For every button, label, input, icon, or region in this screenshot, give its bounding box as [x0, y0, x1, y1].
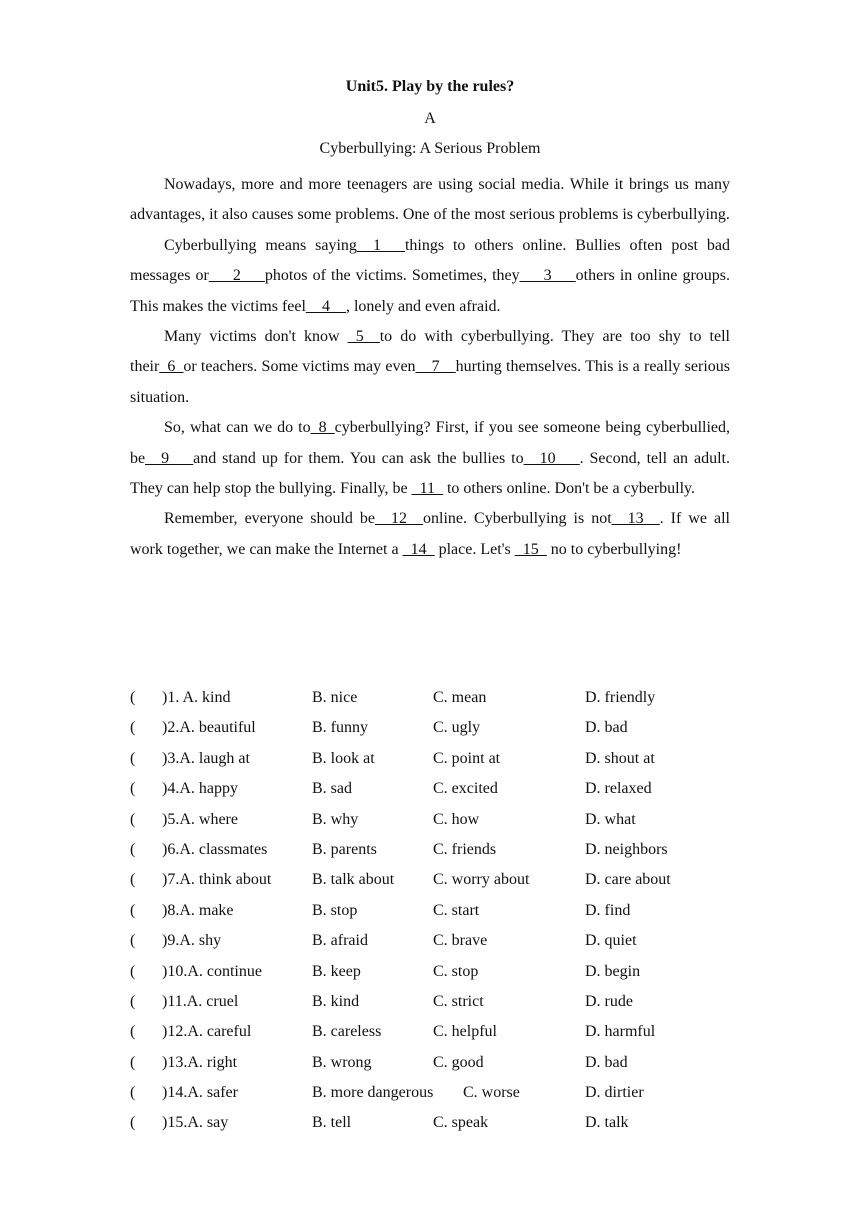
question-number — [162, 1082, 238, 1104]
option-d: D. rude — [585, 992, 633, 1010]
answer-blank-open-paren: ( — [130, 1053, 136, 1071]
option-d: D. shout at — [585, 749, 655, 767]
question-number-label: )6. — [162, 840, 180, 858]
question-row — [130, 748, 730, 778]
passage — [130, 170, 730, 565]
option-b: B. stop — [312, 901, 358, 919]
option-d: D. quiet — [585, 932, 637, 950]
option-c: C. brave — [433, 932, 488, 950]
option-c: C. good — [433, 1053, 484, 1071]
text-run: online. Cyberbullying is not — [423, 510, 612, 528]
question-number-label: )4. — [162, 780, 180, 798]
blank-13: __13__ — [611, 510, 660, 528]
question-number-label: )15. — [162, 1114, 188, 1132]
option-d: D. friendly — [585, 689, 656, 706]
question-row — [130, 991, 730, 1021]
question-row — [130, 809, 730, 839]
question-number — [162, 687, 230, 709]
answer-blank-open-paren: ( — [130, 871, 136, 889]
option-d: D. begin — [585, 962, 641, 980]
answer-blank-open-paren: ( — [130, 780, 136, 798]
question-row — [130, 900, 730, 930]
answer-blank-open-paren: ( — [130, 932, 136, 950]
answer-blank-open-paren: ( — [130, 810, 136, 828]
option-d: D. find — [585, 901, 631, 919]
question-row — [130, 778, 730, 808]
option-b: B. afraid — [312, 932, 368, 950]
paragraph-4 — [130, 413, 730, 504]
question-number — [162, 839, 267, 861]
paragraph-3 — [130, 322, 730, 413]
question-list — [130, 687, 730, 1143]
blank-4: __4__ — [305, 297, 346, 315]
option-a: A. cruel — [186, 992, 239, 1010]
text-run: . Second, tell an adult. They can help stop the bullying. Finally, be — [130, 449, 730, 498]
text-run: . If we all work together, we can make the Internet a — [130, 510, 731, 558]
text-run: others in online groups. This makes the victims feel — [130, 267, 731, 315]
option-a: A. safer — [187, 1084, 238, 1102]
option-b: B. wrong — [312, 1053, 372, 1071]
answer-blank-open-paren: ( — [130, 749, 136, 767]
question-number — [162, 778, 238, 800]
answer-blank-open-paren: ( — [130, 1023, 136, 1041]
text-run: place. Let's — [434, 540, 515, 558]
question-number — [162, 1112, 228, 1134]
answer-blank-open-paren: ( — [130, 689, 136, 706]
option-b: B. look at — [312, 749, 375, 767]
question-number — [162, 930, 221, 952]
text-run: Remember, everyone should be — [164, 510, 376, 528]
option-a: A. where — [179, 810, 238, 828]
option-b: B. sad — [312, 780, 352, 798]
text-run: hurting themselves. This is a really serious situation. — [130, 358, 730, 406]
question-number — [162, 809, 238, 831]
question-row — [130, 961, 730, 991]
question-number-label: )1. — [162, 689, 180, 706]
blank-8: _8_ — [310, 419, 335, 437]
question-number — [162, 1021, 251, 1043]
question-row — [130, 869, 730, 899]
option-b: B. funny — [312, 719, 368, 737]
text-run: Cyberbullying means saying — [164, 236, 357, 254]
option-b: B. careless — [312, 1023, 382, 1041]
question-number — [162, 961, 262, 983]
option-c: C. helpful — [433, 1023, 497, 1041]
option-c: C. mean — [433, 689, 487, 706]
question-number — [162, 717, 256, 739]
option-d: D. dirtier — [585, 1084, 644, 1102]
option-d: D. neighbors — [585, 840, 668, 858]
text-run: no to cyberbullying! — [546, 540, 682, 558]
text-run: , lonely and even afraid. — [345, 297, 501, 315]
question-number-label: )2. — [162, 719, 180, 737]
question-number-label: )11. — [162, 992, 187, 1010]
text-run: and stand up for them. You can ask the bullies to — [193, 449, 524, 467]
question-row — [130, 1021, 730, 1051]
blank-9: __9___ — [145, 449, 194, 467]
blank-10: __10___ — [523, 449, 580, 467]
question-row — [130, 1082, 730, 1112]
option-c: C. strict — [433, 992, 484, 1010]
passage-title: Cyberbullying: A Serious Problem — [319, 140, 541, 157]
text-run: or teachers. Some victims may even — [183, 358, 416, 376]
option-d: D. relaxed — [585, 780, 652, 798]
text-run: to do with cyberbullying. They are too shy to tell their — [130, 328, 730, 376]
question-row — [130, 930, 730, 960]
option-b: B. keep — [312, 962, 361, 980]
question-number-label: )10. — [162, 962, 188, 980]
option-c: C. worry about — [433, 871, 530, 889]
answer-blank-open-paren: ( — [130, 901, 136, 919]
text-run: to others online. Don't be a cyberbully. — [442, 480, 695, 498]
question-row — [130, 1052, 730, 1082]
option-c: C. speak — [433, 1114, 489, 1132]
question-number-label: )5. — [162, 810, 180, 828]
option-d: D. care about — [585, 871, 671, 889]
question-number — [162, 900, 234, 922]
option-a: A. shy — [179, 932, 222, 950]
option-c: C. ugly — [433, 719, 481, 737]
answer-blank-open-paren: ( — [130, 1084, 136, 1102]
question-number — [162, 1052, 237, 1074]
question-number-label: )8. — [162, 901, 180, 919]
blank-6: _6_ — [159, 358, 184, 376]
question-number-label: )12. — [162, 1023, 188, 1041]
option-c: C. worse — [463, 1084, 520, 1102]
option-b: B. talk about — [312, 871, 395, 889]
option-d: D. bad — [585, 1053, 628, 1071]
blank-5: _5__ — [347, 328, 380, 346]
option-b: B. more dangerous — [312, 1084, 434, 1102]
option-c: C. start — [433, 901, 480, 919]
blank-12: __12__ — [375, 510, 424, 528]
option-d: D. what — [585, 810, 636, 828]
option-c: C. stop — [433, 962, 479, 980]
option-d: D. bad — [585, 719, 628, 737]
option-b: B. why — [312, 810, 359, 828]
option-c: C. friends — [433, 840, 497, 858]
section-label: A — [424, 110, 436, 127]
answer-blank-open-paren: ( — [130, 1114, 136, 1132]
question-number-label: )14. — [162, 1084, 188, 1102]
option-a: A. careful — [187, 1023, 252, 1041]
option-a: A. right — [187, 1053, 238, 1071]
question-number-label: )7. — [162, 871, 180, 889]
question-row — [130, 687, 730, 717]
blank-15: _15_ — [514, 540, 547, 558]
option-b: B. tell — [312, 1114, 352, 1132]
blank-1: __1___ — [356, 236, 405, 254]
option-a: A. classmates — [179, 840, 268, 858]
blank-3: ___3___ — [519, 267, 576, 285]
option-a: A. kind — [182, 689, 231, 706]
text-run: photos of the victims. Sometimes, they — [264, 267, 520, 285]
text-run: things to others online. Bullies often post bad messages or — [130, 236, 731, 285]
paragraph-1: Nowadays, more and more teenagers are using social media. While it brings us many advantages, it also causes some problems. One of the most serious problems is cyberbullying. — [130, 176, 730, 224]
option-c: C. how — [433, 810, 480, 828]
question-number — [162, 991, 238, 1013]
question-row — [130, 717, 730, 747]
question-row — [130, 839, 730, 869]
option-c: C. point at — [433, 749, 501, 767]
text-run: Many victims don't know — [164, 328, 348, 346]
option-a: A. beautiful — [179, 719, 256, 737]
option-a: A. continue — [187, 962, 262, 980]
text-run: So, what can we do to — [164, 419, 311, 437]
answer-blank-open-paren: ( — [130, 719, 136, 737]
option-d: D. harmful — [585, 1023, 656, 1041]
blank-11: _11_ — [411, 480, 443, 498]
answer-blank-open-paren: ( — [130, 962, 136, 980]
option-c: C. excited — [433, 780, 498, 798]
question-number-label: )13. — [162, 1053, 188, 1071]
question-number-label: )9. — [162, 932, 180, 950]
option-b: B. kind — [312, 992, 360, 1010]
blank-14: _14_ — [402, 540, 435, 558]
paragraph-5 — [130, 504, 730, 565]
page-title: Unit5. Play by the rules? — [345, 78, 515, 95]
blank-2: ___2___ — [208, 267, 265, 285]
option-a: A. think about — [179, 871, 272, 889]
option-d: D. talk — [585, 1114, 629, 1132]
text-run: cyberbullying? First, if you see someone being cyberbullied, be — [130, 419, 731, 467]
option-b: B. parents — [312, 840, 377, 858]
option-a: A. make — [179, 901, 234, 919]
paragraph-2 — [130, 231, 730, 322]
option-a: A. laugh at — [179, 749, 250, 767]
answer-blank-open-paren: ( — [130, 992, 136, 1010]
blank-7: __7__ — [415, 358, 456, 376]
question-number — [162, 869, 271, 891]
option-b: B. nice — [312, 689, 358, 706]
answer-blank-open-paren: ( — [130, 840, 136, 858]
question-row — [130, 1112, 730, 1142]
option-a: A. happy — [179, 780, 238, 798]
option-a: A. say — [187, 1114, 229, 1132]
question-number-label: )3. — [162, 749, 180, 767]
question-number — [162, 748, 250, 770]
